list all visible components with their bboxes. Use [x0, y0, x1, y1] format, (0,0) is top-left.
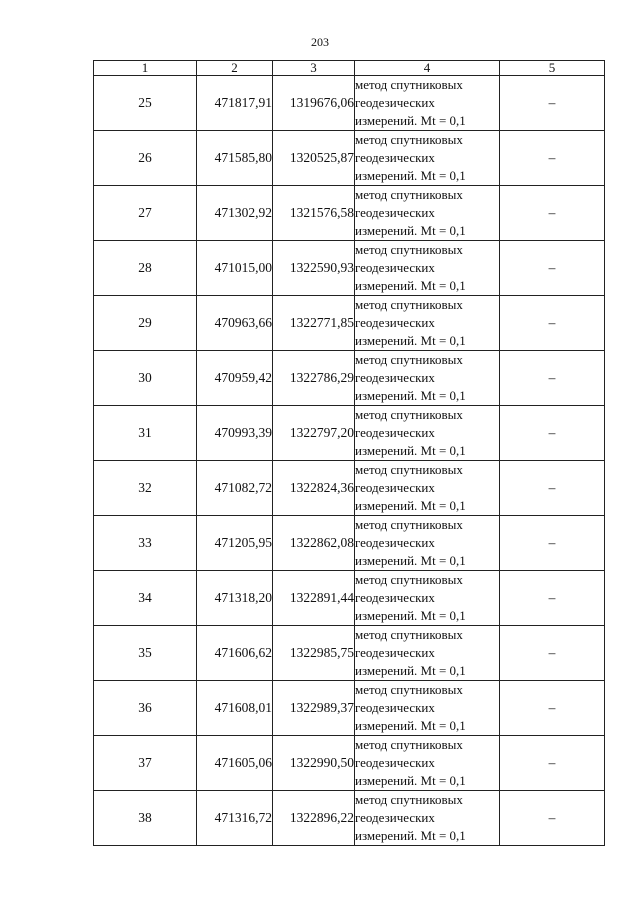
y-coordinate: 1322990,50	[273, 736, 355, 791]
measurement-method: метод спутниковых геодезических измерений. Mt = 0,1	[355, 461, 500, 516]
note-cell: –	[500, 351, 605, 406]
y-coordinate: 1321576,58	[273, 186, 355, 241]
point-number: 38	[94, 791, 197, 846]
y-coordinate: 1322786,29	[273, 351, 355, 406]
point-number: 30	[94, 351, 197, 406]
y-coordinate: 1320525,87	[273, 131, 355, 186]
x-coordinate: 471082,72	[197, 461, 273, 516]
column-header-2: 2	[197, 61, 273, 76]
table-body	[94, 76, 605, 846]
table-row	[94, 186, 605, 241]
measurement-method: метод спутниковых геодезических измерений. Mt = 0,1	[355, 76, 500, 131]
note-cell: –	[500, 516, 605, 571]
table-row	[94, 626, 605, 681]
note-cell: –	[500, 76, 605, 131]
point-number: 35	[94, 626, 197, 681]
x-coordinate: 471817,91	[197, 76, 273, 131]
point-number: 29	[94, 296, 197, 351]
table-row	[94, 736, 605, 791]
note-cell: –	[500, 571, 605, 626]
note-cell: –	[500, 791, 605, 846]
point-number: 25	[94, 76, 197, 131]
y-coordinate: 1322590,93	[273, 241, 355, 296]
page-number: 203	[311, 35, 329, 49]
measurement-method: метод спутниковых геодезических измерений. Mt = 0,1	[355, 241, 500, 296]
x-coordinate: 471015,00	[197, 241, 273, 296]
x-coordinate: 470959,42	[197, 351, 273, 406]
point-number: 34	[94, 571, 197, 626]
note-cell: –	[500, 681, 605, 736]
note-cell: –	[500, 736, 605, 791]
column-header-3: 3	[273, 61, 355, 76]
x-coordinate: 470993,39	[197, 406, 273, 461]
table-row	[94, 406, 605, 461]
y-coordinate: 1322824,36	[273, 461, 355, 516]
y-coordinate: 1322771,85	[273, 296, 355, 351]
note-cell: –	[500, 241, 605, 296]
x-coordinate: 471605,06	[197, 736, 273, 791]
point-number: 32	[94, 461, 197, 516]
y-coordinate: 1322985,75	[273, 626, 355, 681]
column-header-1: 1	[94, 61, 197, 76]
measurement-method: метод спутниковых геодезических измерений. Mt = 0,1	[355, 131, 500, 186]
y-coordinate: 1322797,20	[273, 406, 355, 461]
table-row	[94, 131, 605, 186]
y-coordinate: 1322862,08	[273, 516, 355, 571]
table-row	[94, 461, 605, 516]
measurement-method: метод спутниковых геодезических измерений. Mt = 0,1	[355, 571, 500, 626]
point-number: 31	[94, 406, 197, 461]
measurement-method: метод спутниковых геодезических измерений. Mt = 0,1	[355, 406, 500, 461]
point-number: 27	[94, 186, 197, 241]
measurement-method: метод спутниковых геодезических измерений. Mt = 0,1	[355, 681, 500, 736]
table-row	[94, 76, 605, 131]
measurement-method: метод спутниковых геодезических измерений. Mt = 0,1	[355, 516, 500, 571]
note-cell: –	[500, 131, 605, 186]
point-number: 28	[94, 241, 197, 296]
measurement-method: метод спутниковых геодезических измерений. Mt = 0,1	[355, 296, 500, 351]
column-header-5: 5	[500, 61, 605, 76]
note-cell: –	[500, 461, 605, 516]
y-coordinate: 1322989,37	[273, 681, 355, 736]
coordinates-table	[93, 60, 605, 846]
measurement-method: метод спутниковых геодезических измерений. Mt = 0,1	[355, 736, 500, 791]
measurement-method: метод спутниковых геодезических измерений. Mt = 0,1	[355, 791, 500, 846]
x-coordinate: 471302,92	[197, 186, 273, 241]
y-coordinate: 1319676,06	[273, 76, 355, 131]
note-cell: –	[500, 406, 605, 461]
x-coordinate: 471608,01	[197, 681, 273, 736]
x-coordinate: 471318,20	[197, 571, 273, 626]
note-cell: –	[500, 186, 605, 241]
table-row	[94, 791, 605, 846]
point-number: 37	[94, 736, 197, 791]
x-coordinate: 471316,72	[197, 791, 273, 846]
point-number: 26	[94, 131, 197, 186]
measurement-method: метод спутниковых геодезических измерений. Mt = 0,1	[355, 351, 500, 406]
x-coordinate: 471205,95	[197, 516, 273, 571]
table-row	[94, 516, 605, 571]
table-row	[94, 571, 605, 626]
table-row	[94, 241, 605, 296]
measurement-method: метод спутниковых геодезических измерений. Mt = 0,1	[355, 626, 500, 681]
y-coordinate: 1322896,22	[273, 791, 355, 846]
table-row	[94, 296, 605, 351]
x-coordinate: 471606,62	[197, 626, 273, 681]
table-row	[94, 351, 605, 406]
note-cell: –	[500, 296, 605, 351]
point-number: 36	[94, 681, 197, 736]
note-cell: –	[500, 626, 605, 681]
measurement-method: метод спутниковых геодезических измерений. Mt = 0,1	[355, 186, 500, 241]
y-coordinate: 1322891,44	[273, 571, 355, 626]
point-number: 33	[94, 516, 197, 571]
table-row	[94, 681, 605, 736]
table-header-row	[94, 61, 605, 76]
x-coordinate: 471585,80	[197, 131, 273, 186]
column-header-4: 4	[355, 61, 500, 76]
x-coordinate: 470963,66	[197, 296, 273, 351]
